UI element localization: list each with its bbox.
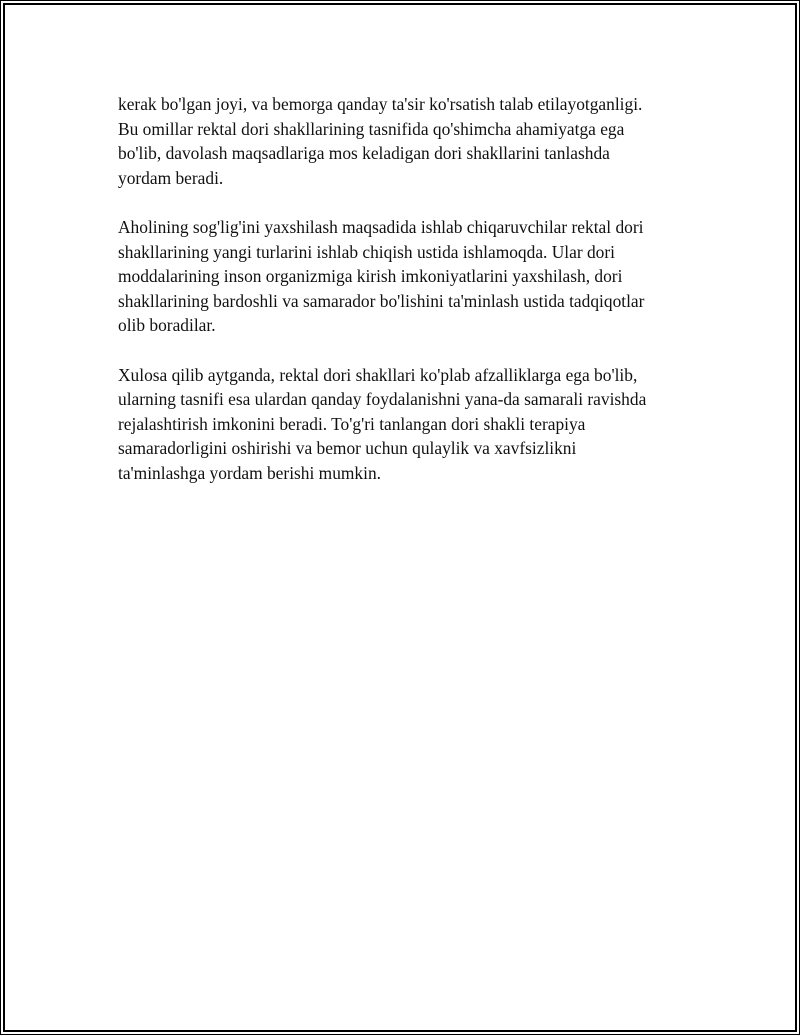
text-line: Aholining sog'lig'ini yaxshilash maqsadida ishlab chiqaruvchilar rektal dori <box>118 216 644 237</box>
text-line: ularning tasnifi esa ulardan qanday foydalanishni yana-da samarali ravishda <box>118 389 647 410</box>
text-line: Xulosa qilib aytganda, rektal dori shakllari ko'plab afzalliklarga ega bo'lib, <box>118 364 638 385</box>
text-line: Bu omillar rektal dori shakllarining tasnifida qo'shimcha ahamiyatga ega <box>118 118 625 139</box>
paragraph-2 <box>118 215 718 338</box>
document-body <box>118 92 718 510</box>
text-line: olib boradilar. <box>118 315 216 336</box>
text-line: moddalarining inson organizmiga kirish imkoniyatlarini yaxshilash, dori <box>118 266 623 287</box>
text-line: bo'lib, davolash maqsadlariga mos keladigan dori shakllarini tanlashda <box>118 143 610 164</box>
text-line: kerak bo'lgan joyi, va bemorga qanday ta'sir ko'rsatish talab etilayotganligi. <box>118 94 643 114</box>
paragraph-1 <box>118 92 718 190</box>
text-line: shakllarining bardoshli va samarador bo'lishini ta'minlash ustida tadqiqotlar <box>118 290 645 311</box>
text-line: rejalashtirish imkonini beradi. To'g'ri tanlangan dori shakli terapiya <box>118 413 586 434</box>
text-line: yordam beradi. <box>118 167 224 188</box>
text-line: shakllarining yangi turlarini ishlab chiqish ustida ishlamoqda. Ular dori <box>118 241 615 262</box>
text-line: ta'minlashga yordam berishi mumkin. <box>118 462 381 483</box>
paragraph-3 <box>118 363 718 486</box>
text-line: samaradorligini oshirishi va bemor uchun qulaylik va xavfsizlikni <box>118 438 577 459</box>
